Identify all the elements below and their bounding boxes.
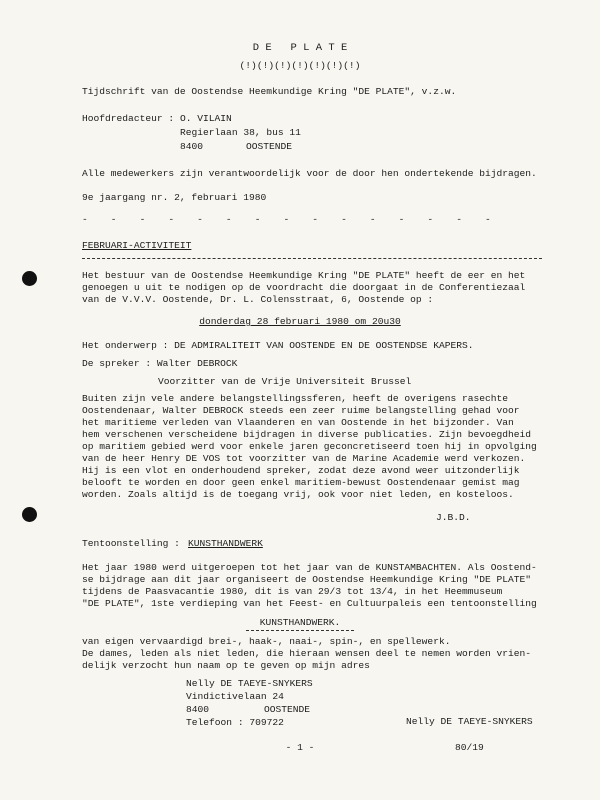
body-line-1: Buiten zijn vele andere belangstellingssferen, heeft de overigens rasechte (82, 393, 509, 404)
newsletter-title: D E P L A T E (252, 42, 348, 54)
event-date: donderdag 28 februari 1980 om 20u30 (199, 316, 401, 327)
contact-name: Nelly DE TAEYE-SNYKERS (186, 678, 313, 689)
body-line-8: belooft te worden en door geen enkel maritiem-bewust Oostendenaar gemist mag (82, 477, 520, 488)
closing-signature: Nelly DE TAEYE-SNYKERS (406, 716, 533, 727)
body-line-7: Hij is een vlot en onderhoudend spreker, zodat deze avond weer uitzonderlijk (82, 465, 520, 476)
exhibition-line-5: van eigen vervaardigd brei-, haak-, naai-, spin-, en spellewerk. (82, 636, 451, 647)
title-marks: (!)(!)(!)(!)(!)(!)(!) (239, 60, 361, 71)
editor-city: OOSTENDE (246, 141, 293, 152)
section-heading-february: FEBRUARI-ACTIVITEIT (82, 240, 192, 251)
contact-phone: Telefoon : 709722 (186, 717, 284, 728)
document-code: 80/19 (455, 742, 484, 753)
body-line-5: op maritiem gebied werd voor enkele jaren geconcretiseerd toen hij in opvolging (82, 441, 537, 452)
body-line-2: Oostendenaar, Walter DEBROCK steeds een zeer ruime belangstelling gehad voor (82, 405, 520, 416)
exhibition-line-7: delijk verzocht hun naam op te geven op mijn adres (82, 660, 370, 671)
contact-zip: 8400 (186, 704, 210, 715)
exhibition-line-2: se bijdrage aan dit jaar organiseert de Oostendse Heemkundige Kring "DE PLATE" (82, 574, 532, 585)
exhibition-heading: KUNSTHANDWERK (188, 538, 263, 549)
title-underline (246, 630, 354, 631)
subtitle: Tijdschrift van de Oostendse Heemkundige Kring "DE PLATE", v.z.w. (82, 86, 457, 97)
speaker-line: De spreker : Walter DEBROCK (82, 358, 238, 369)
body-line-4: hem verschenen verscheidene bijdragen in diverse publicaties. Zijn bevoegdheid (82, 429, 532, 440)
page-number: - 1 - (285, 742, 315, 753)
contact-city: OOSTENDE (264, 704, 311, 715)
dashed-rule (82, 258, 542, 259)
body-line-6: van de heer Henry DE VOS tot voorzitter van de Marine Academie werd verkozen. (82, 453, 526, 464)
punch-hole-top (22, 271, 37, 286)
issue-line: 9e jaargang nr. 2, februari 1980 (82, 192, 267, 203)
editor-zip: 8400 (180, 141, 204, 152)
punch-hole-bottom (22, 507, 37, 522)
exhibition-line-6: De dames, leden als niet leden, die hieraan wensen deel te nemen worden vrien- (82, 648, 532, 659)
body-line-3: het maritieme verleden van Vlaanderen en van Oostende in het bijzonder. Van (82, 417, 514, 428)
subject-line: Het onderwerp : DE ADMIRALITEIT VAN OOSTENDE EN DE OOSTENDSE KAPERS. (82, 340, 474, 351)
speaker-role: Voorzitter van de Vrije Universiteit Brussel (158, 376, 412, 387)
intro-line-1: Het bestuur van de Oostendse Heemkundige Kring "DE PLATE" heeft de eer en het (82, 270, 526, 281)
exhibition-title: KUNSTHANDWERK. (259, 617, 341, 628)
body-line-9: worden. Zoals altijd is de toegang vrij, ook voor niet leden, en kosteloos. (82, 489, 514, 500)
intro-line-3: van de V.V.V. Oostende, Dr. L. Colensstraat, 6, Oostende op : (82, 294, 434, 305)
editor-name: O. VILAIN (180, 113, 232, 124)
editor-street: Regierlaan 38, bus 11 (180, 127, 301, 138)
author-initials: J.B.D. (436, 512, 471, 523)
editor-label: Hoofdredacteur : (82, 113, 175, 124)
intro-line-2: genoegen u uit te nodigen op de voordracht die doorgaat in de Conferentiezaal (82, 282, 526, 293)
exhibition-label: Tentoonstelling : (82, 538, 180, 549)
exhibition-line-3: tijdens de Paasvacantie 1980, dit is van 29/3 tot 13/4, in het Heemmuseum (82, 586, 503, 597)
responsibility-note: Alle medewerkers zijn verantwoordelijk voor de door hen ondertekende bijdragen. (82, 168, 537, 179)
contact-street: Vindictivelaan 24 (186, 691, 284, 702)
exhibition-line-1: Het jaar 1980 werd uitgeroepen tot het jaar van de KUNSTAMBACHTEN. Als Oostend- (82, 562, 537, 573)
separator-line: - - - - - - - - - - - - - - - (82, 214, 491, 225)
exhibition-line-4: "DE PLATE", 1ste verdieping van het Feest- en Cultuurpaleis een tentoonstelling (82, 598, 537, 609)
